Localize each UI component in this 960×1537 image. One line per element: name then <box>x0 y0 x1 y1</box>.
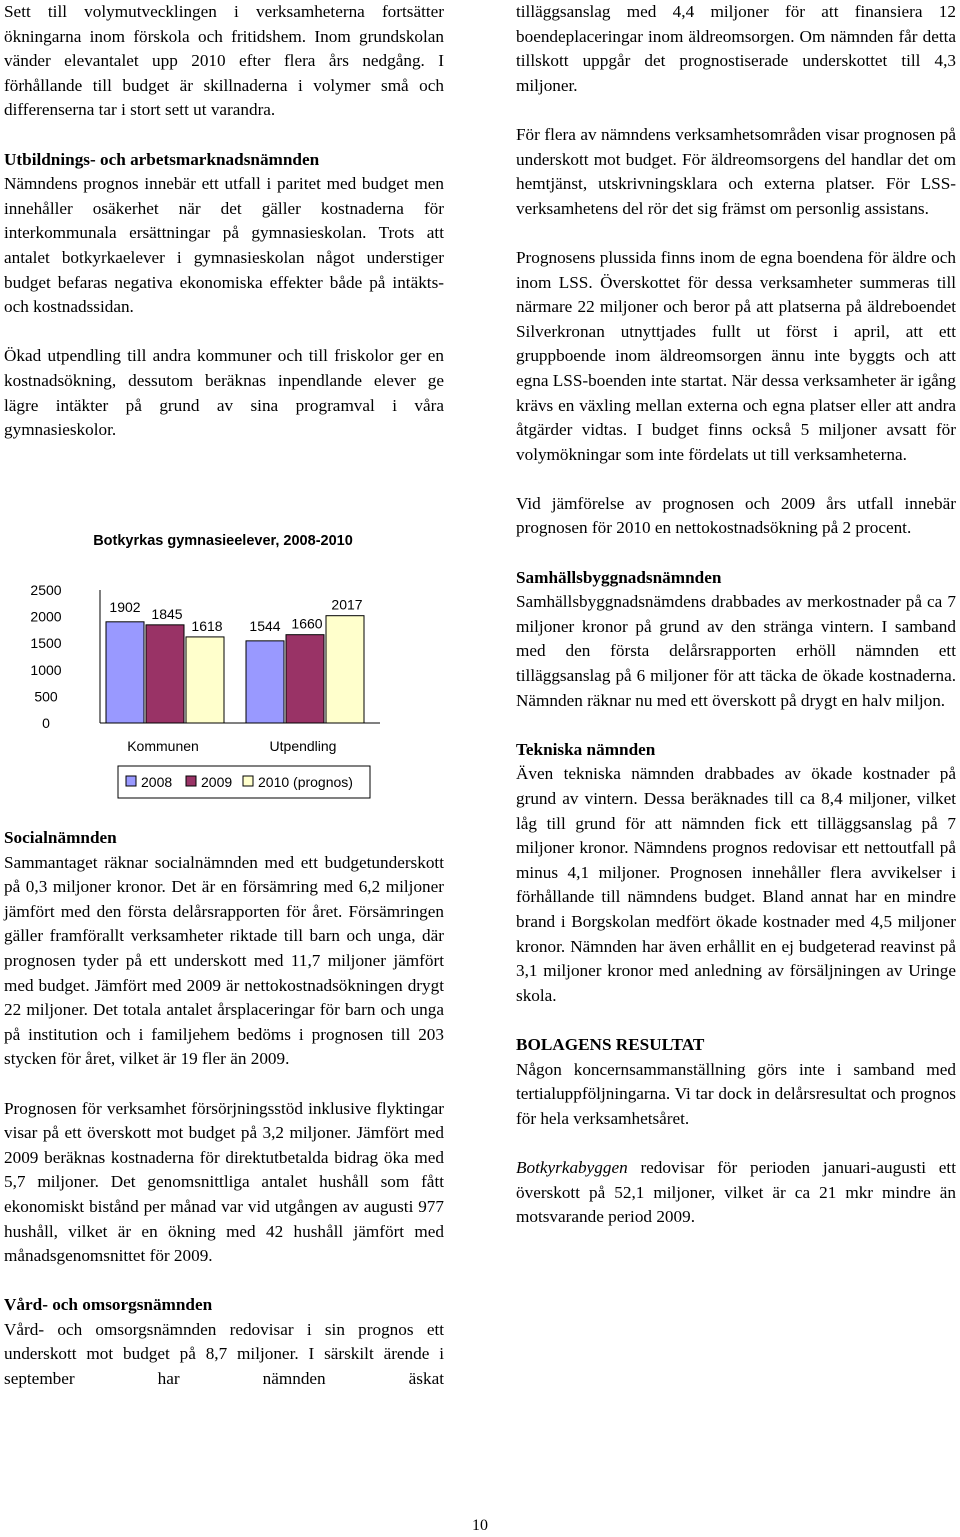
vard-continued-paragraph: tilläggsanslag med 4,4 miljoner för att finansiera 12 boendeplaceringar inom äldreomsorgen. Om nämnden får detta tillskott uppgår det prognostiserade underskottet till 4,3 miljoner. <box>516 2 956 95</box>
left-column <box>4 0 444 443</box>
utbildning-paragraph-1: Nämndens prognos innebär ett utfall i paritet med budget men innehåller osäkerhet när det gäller kostnaderna för interkommunala ersättningar på gymnasieskolan. Trots att antalet botkyrkaelever i gymnasieskolan något understiger budget befaras negativa ekonomiska effekter både på intäkts- och kostnadssidan. <box>4 174 444 317</box>
bar-value-label: 2017 <box>331 596 363 613</box>
samhall-paragraph: Samhällsbyggnadsnämdens drabbades av merkostnader på ca 7 miljoner kronor på grund av den stränga vintern. I samband med den första delårsrapporten erhöll nämnden ett tilläggsanslag på 6 miljoner för att täcka de ökade kostnaderna. Nämnden räknar nu med ett överskott på drygt en halv miljon. <box>516 592 956 710</box>
bar-2010-kommunen <box>186 637 224 723</box>
social-paragraph-1: Sammantaget räknar socialnämnden med ett budgetunderskott på 0,3 miljoner kronor. Det är en försämring med 6,2 miljoner jämfört med den första delårsrapporten för året. Försämringen gäller framförallt verksamheter riktade till barn och unga, där prognosen tyder på ett underskott med 11,7 miljoner jämfört med budget. Jämfört med 2009 är nettokostnadsökningen drygt 22 miljoner. Det totala antalet årsplaceringar för barn och unga på institution och i familjehem bedöms i prognosen till 203 stycken för året, vilket är 19 fler än 2009. <box>4 852 444 1069</box>
legend-label: 2009 <box>201 774 233 790</box>
legend-swatch-2008 <box>126 776 136 786</box>
heading-samhallsbyggnad: Samhällsbyggnadsnämnden <box>516 567 722 587</box>
y-tick-label: 0 <box>42 715 50 731</box>
bar-value-label: 1660 <box>291 615 323 632</box>
heading-utbildning: Utbildnings- och arbetsmarknadsnämnden <box>4 149 320 169</box>
bar-value-label: 1618 <box>191 617 223 634</box>
legend-label: 2010 (prognos) <box>258 774 353 790</box>
chart-svg <box>0 515 440 815</box>
bar-2009-utpendling <box>286 635 324 723</box>
y-tick-label: 2000 <box>30 608 62 625</box>
chart-title: Botkyrkas gymnasieelever, 2008-2010 <box>93 533 353 549</box>
bolagen-paragraph-2 <box>516 1156 956 1230</box>
vard-paragraph-4: Vid jämförelse av prognosen och 2009 års utfall innebär prognosen för 2010 en nettokostnadsökning på 2 procent. <box>516 493 956 538</box>
bolagen-paragraph-2-text: redovisar för perioden januari-augusti ett överskott på 52,1 miljoner, vilket är ca 21 mkr mindre än motsvarande period 2009. <box>516 1157 956 1227</box>
bar-value-label: 1902 <box>109 598 141 615</box>
bar-2008-utpendling <box>246 641 284 723</box>
y-tick-label: 500 <box>34 688 58 705</box>
heading-bolagens-resultat: BOLAGENS RESULTAT <box>516 1034 705 1054</box>
heading-tekniska: Tekniska nämnden <box>516 739 656 759</box>
vard-paragraph-2: För flera av nämndens verksamhetsområden visar prognosen på underskott mot budget. För äldreomsorgens del handlar det om hemtjänst, utskrivningsklara och externa platser. För LSS-verksamhetens del rör det sig främst om personlig assistans. <box>516 124 956 218</box>
left-column-lower <box>4 826 444 1392</box>
vard-paragraph-3: Prognosens plussida finns inom de egna boendena för äldre och inom LSS. Överskottet för dessa verksamheter summeras till närmare 22 miljoner och beror på att platserna på äldreboendet Silverkronan utnyttjades fullt ut först i april, att ett gruppboende inom äldreomsorgen ännu inte byggts och att egna LSS-boenden inte startat. När dessa verksamheter är igång krävs en växling mellan externa och egna platser eller att andra åtgärder vidtas. I budget finns också 5 miljoner avsatt för volymökningar som inte fördelats ut till verksamheterna. <box>516 247 956 464</box>
y-tick-label: 1500 <box>30 635 62 652</box>
bar-2008-kommunen <box>106 622 144 723</box>
intro-paragraph: Sett till volymutvecklingen i verksamheterna fortsätter ökningarna inom förskola och fritidshem. Inom grundskolan vänder elevantalet upp 2010 efter flera års nedgång. I förhållande till budget är skillnaderna i volymer små och differenserna tar i stort sett ut varandra. <box>4 2 444 120</box>
page-number: 10 <box>472 1517 488 1534</box>
botkyrkabyggen-name: Botkyrkabyggen <box>516 1157 628 1177</box>
bar-value-label: 1845 <box>151 605 183 622</box>
social-paragraph-2: Prognosen för verksamhet försörjningsstöd inklusive flyktingar visar på ett överskott mot budget på 3,2 miljoner. Jämfört med 2009 beräknas kostnaderna för direktutbetalda bidrag öka med 5,7 miljoner. Det genomsnittliga antalet hushåll som fått ekonomiskt bistånd per månad var vid utgången av augusti 977 hushåll, vilket är en ökning med 42 hushåll jämfört med månadsgenomsnittet för 2009. <box>4 1098 444 1266</box>
category-label: Kommunen <box>127 738 199 754</box>
heading-vard-omsorg: Vård- och omsorgsnämnden <box>4 1295 213 1315</box>
category-label: Utpendling <box>269 738 337 754</box>
y-tick-label: 2500 <box>30 582 62 598</box>
y-tick-label: 1000 <box>30 661 62 678</box>
bar-2009-kommunen <box>146 625 184 723</box>
legend-swatch-2009 <box>186 776 196 786</box>
bolagen-paragraph-1: Någon koncernsammanställning görs inte i samband med tertialuppföljningarna. Vi tar dock in delårsresultat och prognos för hela verksamhetsåret. <box>516 1059 956 1128</box>
vard-paragraph: Vård- och omsorgsnämnden redovisar i sin prognos ett underskott mot budget på 8,7 miljoner. I särskilt ärende i september har nämnden äskat <box>4 1319 444 1389</box>
bar-value-label: 1544 <box>249 617 281 634</box>
heading-socialnamnden: Socialnämnden <box>4 828 117 847</box>
legend-label: 2008 <box>141 774 173 790</box>
right-column <box>516 0 956 1230</box>
utbildning-paragraph-2: Ökad utpendling till andra kommuner och till friskolor ger en kostnadsökning, dessutom beräknas inpendlande elever ge lägre intäkter på grund av sina programval i våra gymnasieskolor. <box>4 346 444 440</box>
tekniska-paragraph: Även tekniska nämnden drabbades av ökade kostnader på grund av vintern. Dessa beräknades till ca 8,4 miljoner, vilket låg till grund för att nämnden fick ett tilläggsanslag på 7 miljoner kronor. Nämndens prognos redovisar ett nettoutfall på minus 4,1 miljoner. Prognosen innehåller flera avvikelser i förhållande till nämndens budget. Bland annat har en mindre brand i Borgskolan medfört ökade kostnader med 4,5 miljoner kronor. Nämnden har även erhållit en ej budgeterad reavinst på 3,1 miljoner kronor med anledning av försäljningen av Uringe skola. <box>516 764 956 1005</box>
legend-swatch-2010 <box>243 776 253 786</box>
bar-chart <box>0 515 440 815</box>
bar-2010-utpendling <box>326 616 364 723</box>
